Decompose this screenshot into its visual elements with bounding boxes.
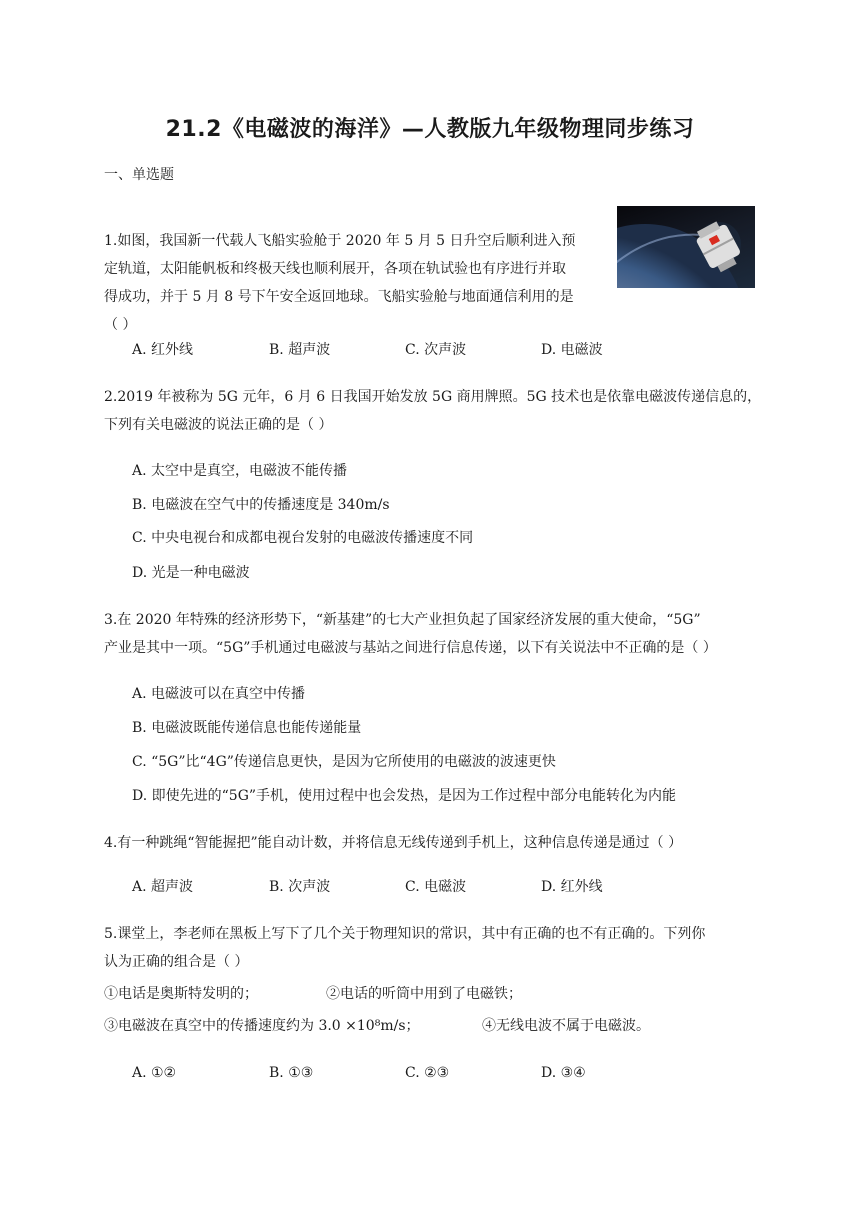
statement-2: ②电话的听筒中用到了电磁铁；: [326, 986, 522, 1002]
statement-1: ①电话是奥斯特发明的；: [104, 986, 258, 1002]
question-3-option-d[interactable]: D. 即使先进的“5G”手机，使用过程中也会发热，是因为工作过程中部分电能转化为内能: [132, 788, 677, 804]
question-1-option-b[interactable]: B. 超声波: [269, 342, 331, 358]
spacecraft-photo: [617, 206, 755, 288]
question-3-line-1: 3.在 2020 年特殊的经济形势下，“新基建”的七大产业担负起了国家经济发展的重大使命，“5G”: [104, 612, 701, 628]
question-5-option-a[interactable]: A. ①②: [132, 1065, 177, 1081]
question-5-option-b[interactable]: B. ①③: [269, 1065, 314, 1081]
section-heading: 一、单选题: [104, 167, 174, 183]
question-5-line-2: 认为正确的组合是（ ）: [104, 954, 249, 970]
question-1-line-3: 得成功，并于 5 月 8 号下午安全返回地球。飞船实验舱与地面通信利用的是: [104, 289, 574, 305]
question-4-option-c[interactable]: C. 电磁波: [405, 879, 467, 895]
question-1-option-c[interactable]: C. 次声波: [405, 342, 467, 358]
question-4-option-b[interactable]: B. 次声波: [269, 879, 331, 895]
question-2-option-c[interactable]: C. 中央电视台和成都电视台发射的电磁波传播速度不同: [132, 530, 474, 546]
page-title: 21.2《电磁波的海洋》—人教版九年级物理同步练习: [165, 117, 695, 142]
question-3-option-a[interactable]: A. 电磁波可以在真空中传播: [132, 686, 306, 702]
question-5-option-d[interactable]: D. ③④: [541, 1065, 586, 1081]
question-1-line-1: 1.如图，我国新一代载人飞船实验舱于 2020 年 5 月 5 日升空后顺利进入预: [104, 233, 576, 249]
question-1-option-d[interactable]: D. 电磁波: [541, 342, 603, 358]
question-2-line-1: 2.2019 年被称为 5G 元年，6 月 6 日我国开始发放 5G 商用牌照。5G 技术也是依靠电磁波传递信息的，: [104, 389, 762, 405]
question-5-option-c[interactable]: C. ②③: [405, 1065, 450, 1081]
question-3-option-c[interactable]: C. “5G”比“4G”传递信息更快，是因为它所使用的电磁波的波速更快: [132, 754, 556, 770]
question-1-line-2: 定轨道，太阳能帆板和终极天线也顺利展开，各项在轨试验也有序进行并取: [104, 261, 566, 277]
question-2-option-d[interactable]: D. 光是一种电磁波: [132, 565, 250, 581]
question-4-option-a[interactable]: A. 超声波: [132, 879, 194, 895]
question-4-line-1: 4.有一种跳绳“智能握把”能自动计数，并将信息无线传递到手机上，这种信息传递是通过（ ）: [104, 835, 683, 851]
question-1-line-4: （ ）: [104, 317, 137, 333]
statement-3: ③电磁波在真空中的传播速度约为 3.0 ×10⁸m/s；: [104, 1018, 420, 1034]
question-2-line-2: 下列有关电磁波的说法正确的是（ ）: [104, 417, 333, 433]
question-3-option-b[interactable]: B. 电磁波既能传递信息也能传递能量: [132, 720, 362, 736]
question-2-option-a[interactable]: A. 太空中是真空，电磁波不能传播: [132, 463, 348, 479]
question-3-line-2: 产业是其中一项。“5G”手机通过电磁波与基站之间进行信息传递，以下有关说法中不正确的是（ ）: [104, 640, 717, 656]
question-4-option-d[interactable]: D. 红外线: [541, 879, 603, 895]
statement-4: ④无线电波不属于电磁波。: [482, 1018, 650, 1034]
question-5-line-1: 5.课堂上，李老师在黑板上写下了几个关于物理知识的常识，其中有正确的也不有正确的。下列你: [104, 926, 706, 942]
question-2-option-b[interactable]: B. 电磁波在空气中的传播速度是 340m/s: [132, 497, 390, 513]
question-1-option-a[interactable]: A. 红外线: [132, 342, 194, 358]
